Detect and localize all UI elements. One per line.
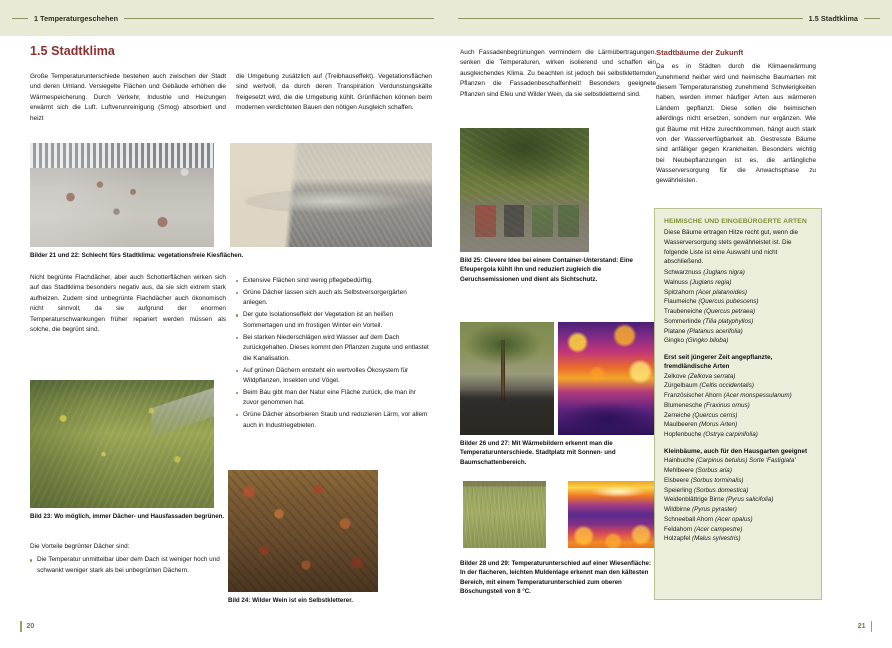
folio-bar-icon bbox=[871, 621, 873, 632]
species-item: Traubeneiche (Quercus petraea) bbox=[664, 308, 756, 316]
species-item: Holzapfel (Malus sylvestris) bbox=[664, 535, 741, 543]
advantages-list-col2 bbox=[236, 276, 432, 431]
runhead-rule-left bbox=[12, 18, 28, 19]
caption-bilder-28-29: Bilder 28 und 29: Temperaturunterschied auf einer Wiesenfläche: In der flacheren, leichten Muldenlage erkennt man den kältesten Bereich, mit einem Temperaturunterschied zum oberen Böschungsteil von 8 °C. bbox=[460, 560, 652, 595]
folio-number: 21 bbox=[857, 623, 866, 630]
sidebox-title: HEIMISCHE UND EINGEBÜRGERTE ARTEN bbox=[664, 218, 807, 225]
page-number-left bbox=[20, 621, 34, 632]
left-running-head-text: 1 Temperaturgeschehen bbox=[34, 14, 119, 23]
photo-bild-22 bbox=[230, 143, 432, 247]
stadtbaeume-block bbox=[656, 47, 816, 187]
advantages-intro-wrap bbox=[30, 542, 226, 578]
species-item: Schwarznuss (Juglans nigra) bbox=[664, 269, 745, 277]
runhead-rule-left bbox=[458, 18, 803, 19]
caption-bilder-26-27: Bilder 26 und 27: Mit Wärmebildern erkennt man die Temperaturunterschiede. Stadtplatz mit Sonnen- und Baumschattenbereich. bbox=[460, 440, 616, 466]
species-item: Weidenblättrige Birne (Pyrus salicifolia) bbox=[664, 496, 774, 504]
species-item: Gingko (Gingko biloba) bbox=[664, 337, 729, 345]
species-item: Wildbirne (Pyrus pyraster) bbox=[664, 506, 737, 514]
foreign-species-list bbox=[664, 372, 813, 440]
species-item: Sommerlinde (Tilia platyphyllos) bbox=[664, 317, 754, 325]
species-item: Hopfenbuche (Ostrya carpinifolia) bbox=[664, 431, 758, 439]
species-item: Französischer Ahorn (Acer monspessulanum) bbox=[664, 392, 792, 400]
advantages-intro: Die Vorteile begrünter Dächer sind: bbox=[30, 543, 130, 550]
right-col1-paragraph-1: Auch Fassadenbegrünungen vermindern die Lärmübertragungen, senken die Temperaturen, wirken isolierend und schaffen ein ausgleichendes Klima. Zu beachten ist jedoch bei selbstkletternden Pflanzen die Fassadenbeschaffenheit! Besonders geeignete Pflanzen sind Efeu und Wilder Wein, da sie selbstkletternd sind. bbox=[460, 49, 656, 98]
list-item: Extensive Flächen sind wenig pflegebedürftig. bbox=[236, 276, 432, 286]
runhead-rule-right bbox=[864, 18, 880, 19]
list-item: Grüne Dächer lassen sich auch als Selbstversorgergärten anlegen. bbox=[236, 288, 432, 309]
left-running-head-band bbox=[0, 0, 446, 36]
foreign-species-heading: Erst seit jüngerer Zeit angepflanzte, fremdländische Arten bbox=[664, 354, 773, 371]
caption-bild-24: Bild 24: Wilder Wein ist ein Selbstkletterer. bbox=[228, 597, 353, 604]
right-running-head-band bbox=[446, 0, 892, 36]
species-item: Feldahorn (Acer campestre) bbox=[664, 525, 743, 533]
list-item: Auf grünen Dächern entsteht ein wertvolles Ökosystem für Wildpflanzen, Insekten und Vögel. bbox=[236, 366, 432, 387]
left-col1-paragraph-1: Große Temperaturunterschiede bestehen auch zwischen der Stadt und deren Umland. Versiegelte Flächen und Gebäude erhöhen die Wärmespeicherung. Durch Verkehr, Industrie und Heizungen erwärmt sich die Luft. Luftverunreinigung (Smog) absorbiert und heizt bbox=[30, 73, 226, 122]
species-item: Flaumeiche (Quercus pubescens) bbox=[664, 298, 759, 306]
folio-bar-icon bbox=[20, 621, 22, 632]
caption-bild-25: Bild 25: Clevere Idee bei einem Container-Unterstand: Eine Efeupergola kühlt ihn und reduziert zugleich die Geruchsemissionen und dient als Sichtschutz. bbox=[460, 257, 633, 283]
photo-bild-23 bbox=[30, 380, 214, 508]
small-species-list bbox=[664, 456, 813, 544]
photo-bild-24 bbox=[228, 470, 378, 592]
species-item: Speierling (Sorbus domestica) bbox=[664, 486, 749, 494]
left-col1-paragraph-2-wrap bbox=[30, 273, 226, 335]
photo-bild-21 bbox=[30, 143, 214, 247]
species-sidebox bbox=[654, 208, 822, 600]
folio-number: 20 bbox=[26, 623, 35, 630]
photo-bild-29-thermal bbox=[568, 481, 655, 548]
list-item: Bei starken Niederschlägen wird Wasser auf dem Dach zurückgehalten. Dieses kommt den Pflanzen zugute und entlastet die Kanalisation. bbox=[236, 333, 432, 364]
photo-bild-25 bbox=[460, 128, 589, 252]
right-col1-intro bbox=[460, 48, 656, 100]
sidebox-intro: Diese Bäume ertragen Hitze recht gut, wenn die Wasserversorgung stets gewährleistet ist. Die folgende Liste ist eine Auswahl und nicht abschließend. bbox=[664, 229, 799, 266]
species-item: Zelkove (Zelkova serrata) bbox=[664, 372, 736, 380]
species-item: Zerreiche (Quercus cerris) bbox=[664, 411, 738, 419]
left-col2-intro bbox=[236, 72, 432, 114]
advantages-list-col1 bbox=[30, 555, 226, 576]
species-item: Platane (Platanus acerifolia) bbox=[664, 327, 743, 335]
page-number-right bbox=[858, 621, 872, 632]
native-species-list bbox=[664, 268, 813, 346]
caption-bilder-21-22: Bilder 21 und 22: Schlecht fürs Stadtklima: vegetationsfreie Kiesflächen. bbox=[30, 252, 244, 259]
list-item: Beim Bau gibt man der Natur eine Fläche zurück, die man ihr zuvor genommen hat. bbox=[236, 388, 432, 409]
right-running-head-text: 1.5 Stadtklima bbox=[808, 14, 858, 23]
stadtbaeume-text: Da es in Städten durch die Klimaerwärmung zunehmend heißer wird und heimische Baumarten mit diesem Temperaturanstieg zunehmend Schwierigkeiten haben, werden immer häufiger Arten aus wärmeren Ländern gepflanzt. Diese sollen die heimischen allerdings nicht ersetzen, sondern nur ergänzen. Wie gut Bäume mit Hitze zurechtkommen, hängt auch stark von der Wasserverfügbarkeit ab. Gestresste Bäume sind anfälliger gegen Krankheiten. Besonders wichtig bei Neubepflanzungen ist es, die anfängliche Wasserversorgung für die Anwachsphase zu gewährleisten. bbox=[656, 63, 816, 185]
stadtbaeume-heading: Stadtbäume der Zukunft bbox=[656, 48, 744, 57]
caption-bild-23: Bild 23: Wo möglich, immer Dächer- und Hausfassaden begrünen. bbox=[30, 513, 225, 520]
right-page bbox=[446, 0, 892, 648]
species-item: Hainbuche (Carpinus betulus) Sorte 'Fastigiata' bbox=[664, 457, 796, 465]
species-item: Blumenesche (Fraxinus ornus) bbox=[664, 401, 750, 409]
photo-bild-26 bbox=[460, 322, 554, 435]
list-item: Die Temperatur unmittelbar über dem Dach ist weniger hoch und schwankt weniger stark als bei unbegrünten Dächern. bbox=[30, 555, 226, 576]
photo-bild-27-thermal bbox=[558, 322, 656, 435]
list-item: Grüne Dächer absorbieren Staub und reduzieren Lärm, vor allem auch in Industriegebieten. bbox=[236, 410, 432, 431]
list-item: Der gute Isolationseffekt der Vegetation ist an heißen Sommertagen und im frostigen Winter ein Vorteil. bbox=[236, 310, 432, 331]
species-item: Walnuss (Juglans regia) bbox=[664, 278, 732, 286]
runhead-rule-right bbox=[124, 18, 434, 19]
species-item: Spitzahorn (Acer platanoides) bbox=[664, 288, 747, 296]
advantages-list-col2-wrap bbox=[236, 276, 432, 433]
left-col1-intro bbox=[30, 72, 226, 124]
left-col1-paragraph-2: Nicht begrünte Flachdächer, aber auch Schotterflächen wirken sich auf das Stadtklima besonders negativ aus, da sie sich extrem stark aufheizen. Zudem sind unbegrünte Flachdächer auch ökonomisch nicht sinnvoll, da sie aufgrund der enormen Temperaturschwankungen früher repariert werden müssen als solche, die begrünt sind. bbox=[30, 274, 226, 333]
small-species-heading: Kleinbäume, auch für den Hausgarten geeignet bbox=[664, 447, 808, 455]
page-title: 1.5 Stadtklima bbox=[30, 44, 115, 58]
left-col2-paragraph-1: die Umgebung zusätzlich auf (Treibhauseffekt). Vegetationsflächen sind wertvoll, da durch deren Transpiration Verdunstungskälte freigesetzt wird, die die Umgebung kühlt. Grünflächen können beim modernen verdichteten Bauen den nötigen Ausgleich schaffen. bbox=[236, 73, 432, 112]
photo-bild-28 bbox=[463, 481, 546, 548]
species-item: Schneeball Ahorn (Acer opalus) bbox=[664, 515, 753, 523]
species-item: Elsbeere (Sorbus torminalis) bbox=[664, 476, 744, 484]
species-item: Maulbeeren (Morus Arten) bbox=[664, 421, 738, 429]
species-item: Zürgelbaum (Celtis occidentalis) bbox=[664, 382, 754, 390]
species-item: Mehlbeere (Sorbus aria) bbox=[664, 467, 732, 475]
